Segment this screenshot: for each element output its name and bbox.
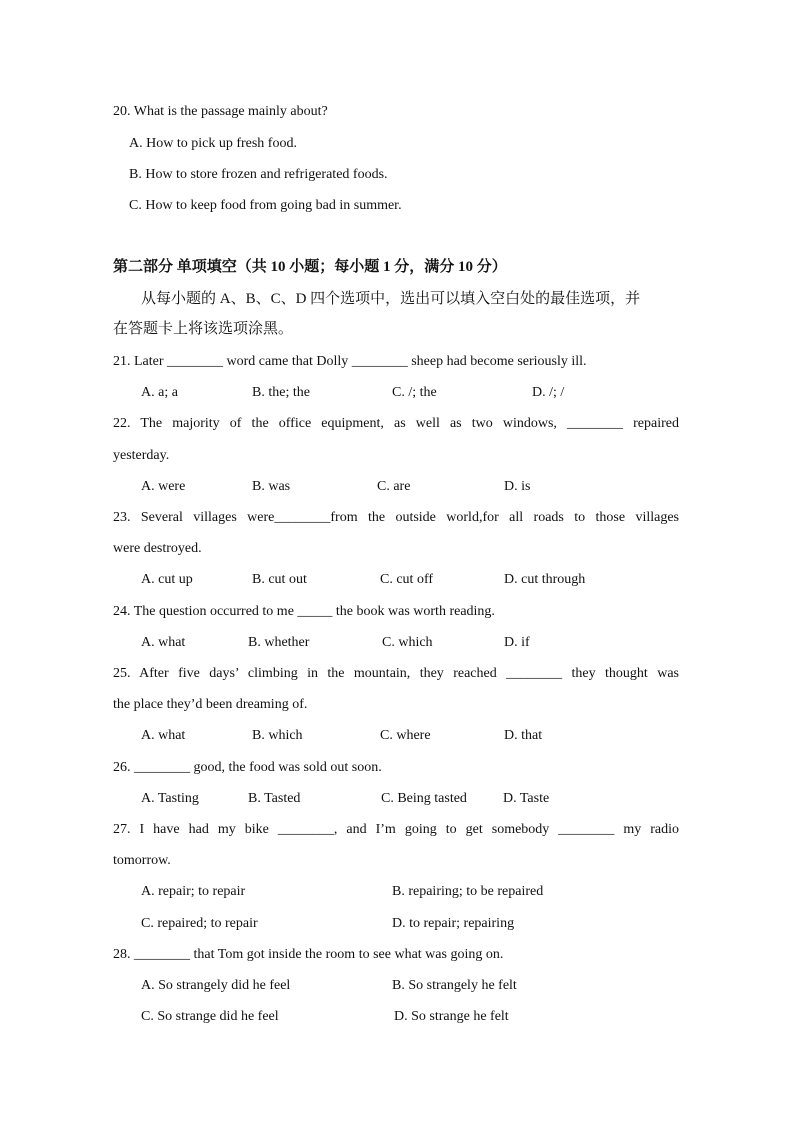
question-23-option-c: C. cut off xyxy=(380,572,434,587)
question-28-option-a: A. So strangely did he feel xyxy=(141,978,291,993)
question-24-option-d: D. if xyxy=(504,635,530,650)
question-25-option-c: C. where xyxy=(380,728,431,743)
question-21-option-d: D. /; / xyxy=(532,385,565,400)
question-28-option-d: D. So strange he felt xyxy=(394,1009,509,1024)
question-26-option-b: B. Tasted xyxy=(248,791,301,806)
question-24-option-b: B. whether xyxy=(248,635,310,650)
question-25-option-a: A. what xyxy=(141,728,186,743)
question-26-option-c: C. Being tasted xyxy=(381,791,467,806)
question-28-stem: 28. ________ that Tom got inside the room to see what was going on. xyxy=(113,947,504,962)
question-20-stem: 20. What is the passage mainly about? xyxy=(113,104,328,119)
question-25-stem-line2: the place they’d been dreaming of. xyxy=(113,697,308,712)
question-20-option-b: B. How to store frozen and refrigerated foods. xyxy=(129,167,388,182)
question-23-stem-line1: 23. Several villages were________from the outside world,for all roads to those villages xyxy=(113,510,679,525)
question-23-option-a: A. cut up xyxy=(141,572,193,587)
question-26-option-a: A. Tasting xyxy=(141,791,199,806)
question-27-option-c: C. repaired; to repair xyxy=(141,916,258,931)
question-23-option-d: D. cut through xyxy=(504,572,586,587)
question-21-option-c: C. /; the xyxy=(392,385,437,400)
question-24-option-c: C. which xyxy=(382,635,433,650)
question-28-option-b: B. So strangely he felt xyxy=(392,978,517,993)
question-20-option-c: C. How to keep food from going bad in summer. xyxy=(129,198,402,213)
question-27-option-a: A. repair; to repair xyxy=(141,884,246,899)
question-22-option-c: C. are xyxy=(377,479,411,494)
question-20-option-a: A. How to pick up fresh food. xyxy=(129,136,297,151)
question-24-stem: 24. The question occurred to me _____ the book was worth reading. xyxy=(113,604,495,619)
question-27-option-b: B. repairing; to be repaired xyxy=(392,884,544,899)
question-25-stem-line1: 25. After five days’ climbing in the mountain, they reached ________ they thought was xyxy=(113,666,679,681)
question-25-option-b: B. which xyxy=(252,728,303,743)
question-22-option-b: B. was xyxy=(252,479,291,494)
question-22-stem-line1: 22. The majority of the office equipment, as well as two windows, ________ repaired xyxy=(113,416,679,431)
question-27-stem-line1: 27. I have had my bike ________, and I’m going to get somebody ________ my radio xyxy=(113,822,679,837)
section-instructions-line1: 从每小题的 A、B、C、D 四个选项中，选出可以填入空白处的最佳选项，并 xyxy=(141,291,641,307)
question-26-option-d: D. Taste xyxy=(503,791,550,806)
question-28-option-c: C. So strange did he feel xyxy=(141,1009,279,1024)
question-22-stem-line2: yesterday. xyxy=(113,448,170,463)
question-23-option-b: B. cut out xyxy=(252,572,307,587)
section-instructions-line2: 在答题卡上将该选项涂黑。 xyxy=(113,321,294,337)
question-22-option-a: A. were xyxy=(141,479,186,494)
question-21-option-b: B. the; the xyxy=(252,385,310,400)
question-26-stem: 26. ________ good, the food was sold out soon. xyxy=(113,760,382,775)
question-22-option-d: D. is xyxy=(504,479,531,494)
question-27-stem-line2: tomorrow. xyxy=(113,853,171,868)
question-23-stem-line2: were destroyed. xyxy=(113,541,202,556)
question-21-stem: 21. Later ________ word came that Dolly ________ sheep had become seriously ill. xyxy=(113,354,587,369)
question-24-option-a: A. what xyxy=(141,635,186,650)
question-27-option-d: D. to repair; repairing xyxy=(392,916,515,931)
section-title: 第二部分 单项填空（共 10 小题；每小题 1 分，满分 10 分） xyxy=(113,259,507,275)
question-21-option-a: A. a; a xyxy=(141,385,178,400)
question-25-option-d: D. that xyxy=(504,728,543,743)
